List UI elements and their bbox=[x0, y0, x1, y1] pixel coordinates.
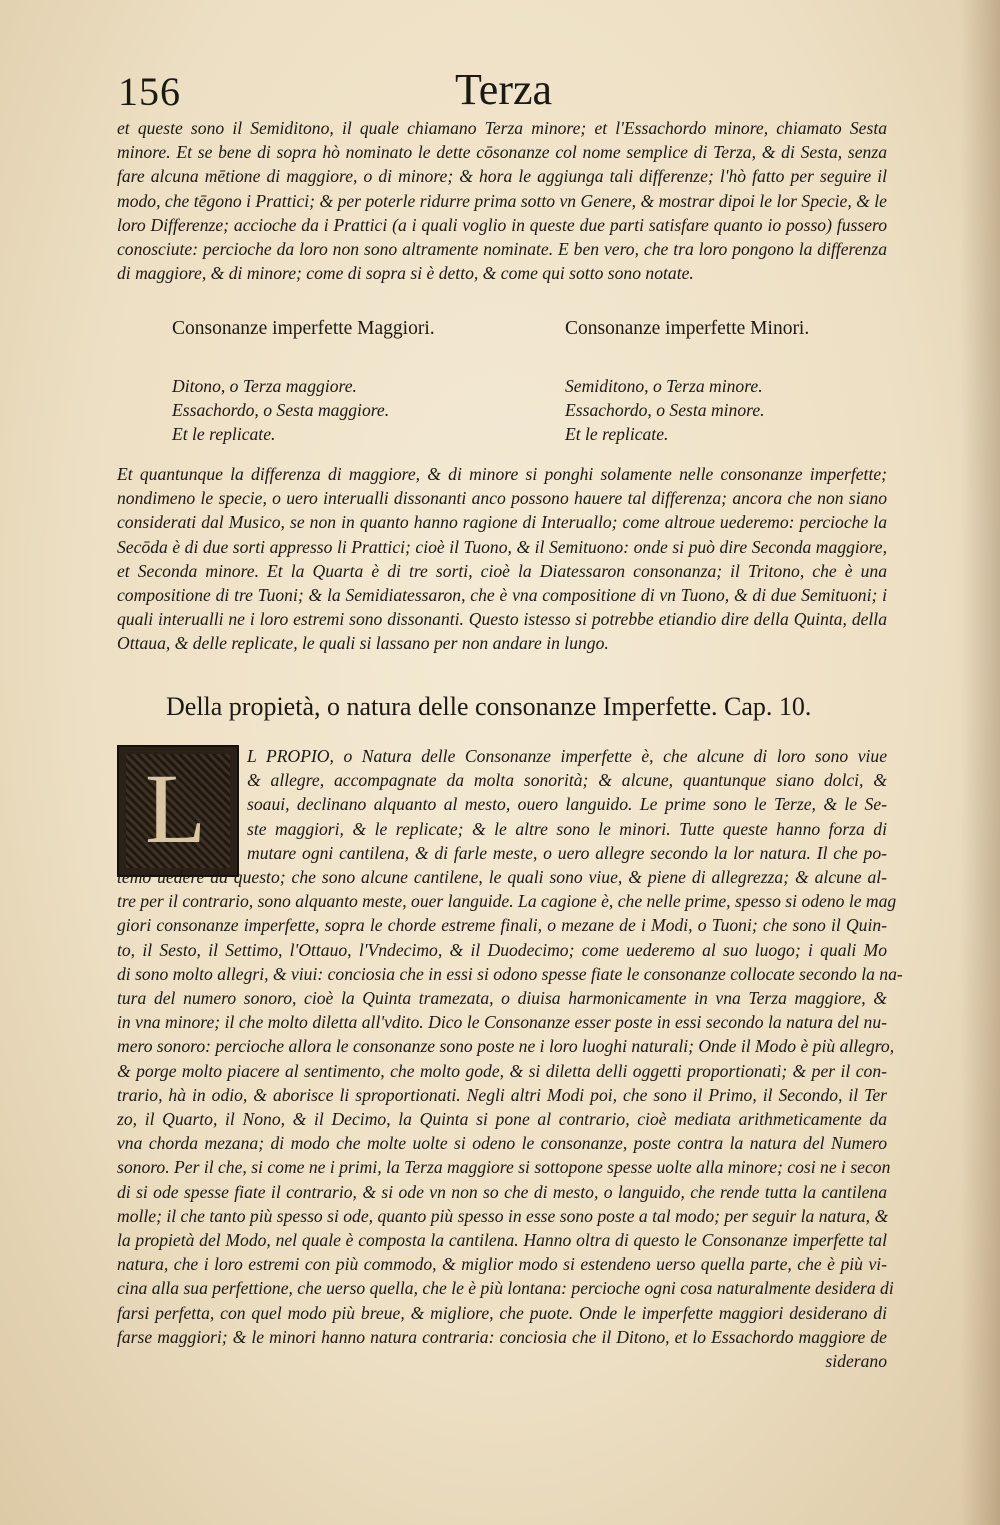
body-line: molle; il che tanto più spesso si ode, quanto più spesso in esse sono poste a tal modo; per seguir la natura, & bbox=[117, 1205, 889, 1226]
table-header-minor: Consonanze imperfette Minori. bbox=[565, 318, 810, 339]
body-line: cina alla sua perfettione, che uerso quella, che le è più lontana: percioche ogni cosa naturalmente desidera di bbox=[117, 1278, 894, 1299]
body-line: siderano bbox=[825, 1351, 887, 1372]
intro-paragraph bbox=[117, 116, 887, 285]
table-row: Essachordo, o Sesta minore. bbox=[565, 400, 765, 420]
table-row: Semiditono, o Terza minore. bbox=[565, 376, 763, 396]
chapter-heading: Della propietà, o natura delle consonanze Imperfette. Cap. 10. bbox=[166, 692, 812, 721]
table-column-minor bbox=[565, 318, 905, 446]
body-line: temo uedere da questo; che sono alcune cantilene, le quali sono viue, & piene di allegrezza; & alcune al- bbox=[117, 867, 887, 888]
body-line: zo, il Quarto, il Nono, & il Decimo, la Quinta si pone al contrario, cioè mediata arithmeticamente da bbox=[117, 1109, 887, 1130]
body-line: farse maggiori; & le minori hanno natura contraria: conciosia che il Ditono, et lo Essachordo maggiore de bbox=[117, 1326, 887, 1347]
chapter-body bbox=[117, 744, 903, 1373]
body-line: sonoro. Per il che, si come ne i primi, la Terza maggiore si sottopone spesse uolte alla minore; cosi ne i secon bbox=[117, 1157, 891, 1178]
page-number: 156 bbox=[118, 69, 181, 114]
body-line: tre per il contrario, sono alquanto meste, ouer languide. La cagione è, che nelle prime, spesso si odeno le mag bbox=[117, 891, 897, 912]
initial-letter: L bbox=[145, 753, 207, 864]
body-line: to, il Sesto, il Settimo, l'Ottauo, l'Vndecimo, & il Duodecimo; come uederemo al suo luogo; i quali Mo bbox=[117, 939, 887, 960]
body-line: ste maggiori, & le replicate; & le altre sono le minori. Tutte queste hanno forza di bbox=[247, 818, 887, 839]
body-line: natura, che i loro estremi con più commodo, & miglior modo si estendeno uerso quella parte, che è più vi- bbox=[117, 1254, 887, 1275]
body-line: la propietà del Modo, nel quale è composta la cantilena. Hanno oltra di questo le Consonanze imperfette tal bbox=[117, 1230, 887, 1251]
middle-text: Et quantunque la differenza di maggiore, & di minore si ponghi solamente nelle consonanze imperfette; nondimeno le specie, o uero interualli dissonanti anco possono hauere tal differenza; ancora che non siano considerati dal Musico, se non in quanto hanno ragione di Interuallo; come altroue uederemo: percioche la Secōda è di due sorti appresso li Prattici; cioè il Tuono, & il Semituono: onde si può dire Seconda maggiore, et Seconda minore. Et la Quarta è di tre sorti, cioè la Diatessaron consonanza; il Tritono, che è una compositione di tre Tuoni; & la Semidiatessaron, che è vna compositione di vn Tuono, & di due Semituoni; i quali interualli ne i loro estremi sono dissonanti. Questo istesso si potrebbe etiandio dire della Quinta, della Ottaua, & delle replicate, le quali si lassano per non andare in lungo. bbox=[117, 464, 887, 654]
body-line: di si ode spesse fiate il contrario, & si ode vn non so che di mesto, o languido, che rende tutta la cantilena bbox=[117, 1181, 887, 1202]
table-header-major: Consonanze imperfette Maggiori. bbox=[172, 318, 435, 339]
body-line: tura del numero sonoro, cioè la Quinta tramezata, o diuisa harmonicamente in vna Terza maggiore, & bbox=[117, 988, 887, 1009]
body-line: mero sonoro: percioche allora le consonanze sono poste ne i loro luoghi naturali; Onde il Modo è più allegro, bbox=[117, 1036, 895, 1057]
table-column-major bbox=[172, 318, 512, 446]
body-line: mutare ogni cantilena, & di farle meste, o uero allegre secondo la lor natura. Il che po- bbox=[247, 842, 887, 863]
body-line: trario, hà in odio, & aborisce li sproportionati. Negli altri Modi poi, che sono il Primo, il Secondo, il Ter bbox=[117, 1084, 887, 1105]
body-line: vna chorda mezana; di modo che molte uolte si odeno le consonanze, poste contra la natura del Numero bbox=[117, 1133, 887, 1154]
table-row: Essachordo, o Sesta maggiore. bbox=[172, 400, 390, 420]
body-line: in vna minore; il che molto diletta all'vdito. Dico le Consonanze esser poste in essi secondo la natura del nu- bbox=[117, 1012, 887, 1033]
table-row: Et le replicate. bbox=[172, 424, 276, 444]
table-row: Ditono, o Terza maggiore. bbox=[172, 376, 357, 396]
body-line: giori consonanze imperfette, sopra le chorde estreme finali, o mezane de i Modi, o Tuoni; che sono il Quin- bbox=[117, 915, 887, 936]
running-head: Terza bbox=[455, 65, 553, 114]
body-line: di sono molto allegri, & viui: conciosia che in essi si odono spesse fiate le consonanze collocate secondo la na- bbox=[117, 963, 903, 984]
body-line: L PROPIO, o Natura delle Consonanze imperfette è, che alcune di loro sono viue bbox=[247, 746, 887, 766]
body-line: farsi perfetta, con quel modo più breue, & migliore, che puote. Onde le imperfette maggiori desiderano di bbox=[117, 1302, 887, 1323]
table-row: Et le replicate. bbox=[565, 424, 669, 444]
body-line: soaui, declinano alquanto al mesto, ouero languido. Le prime sono le Terze, & le Se- bbox=[247, 794, 887, 815]
body-line: & allegre, accompagnate da molta sonorità; & alcune, quantunque siano dolci, & bbox=[247, 770, 887, 791]
intro-text: et queste sono il Semiditono, il quale chiamano Terza minore; et l'Essachordo minore, chiamato Sesta minore. Et se bene di sopra hò nominato le dette cōsonanze col nome semplice di Terza, & di Sesta, senza fare alcuna mētione di maggiore, o di minore; & hora le aggiunga tali differenze; l'hò fatto per seguire il modo, che tēgono i Prattici; & per poterle ridurre prima sotto vn Genere, & mostrar dipoi le lor Specie, & le loro Differenze; accioche da i Prattici (a i quali voglio in queste due parti satisfare quanto io posso) fussero conosciute: percioche da loro non sono altramente nominate. E ben vero, che tra loro pongono la differenza di maggiore, & di minore; come di sopra si è detto, & come qui sotto sono notate. bbox=[117, 118, 887, 284]
middle-paragraph bbox=[117, 462, 887, 656]
body-line: & porge molto piacere al sentimento, che molto gode, & si diletta delli oggetti proportionati; & per il con- bbox=[117, 1060, 887, 1081]
